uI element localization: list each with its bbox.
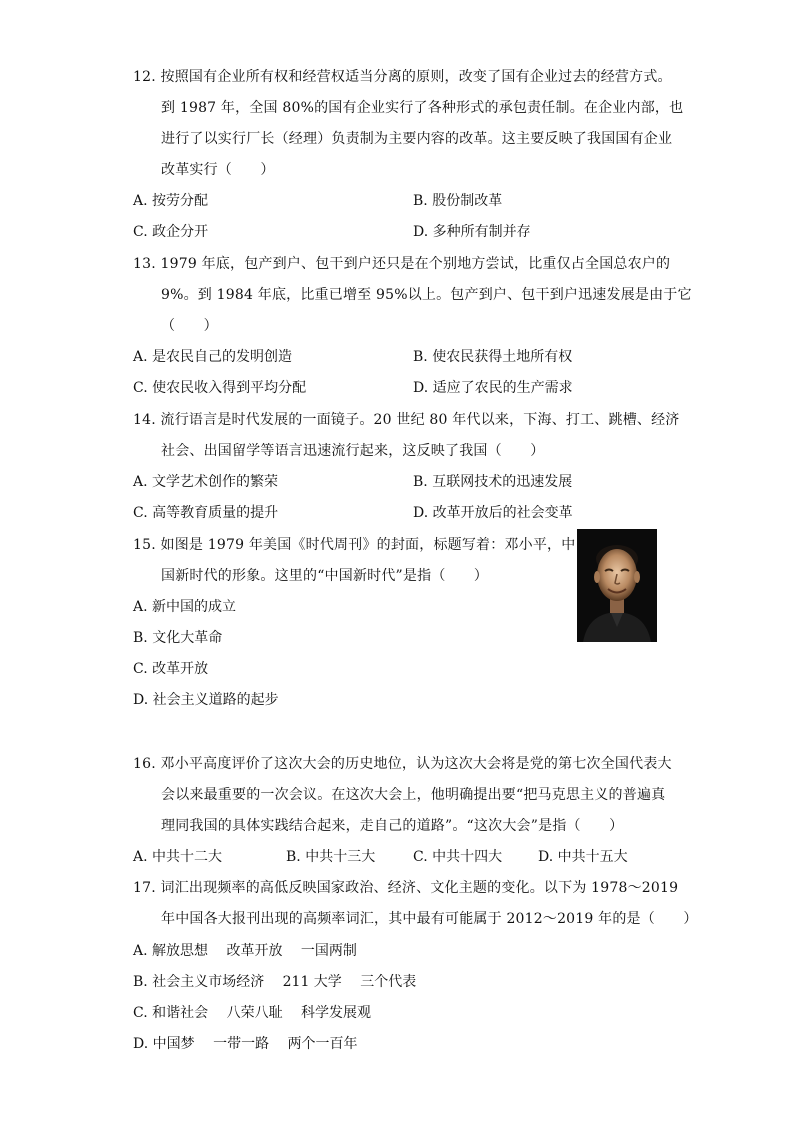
option-c: C. 高等教育质量的提升 — [133, 505, 279, 521]
question-16-stem-line: 理同我国的具体实践结合起来，走自己的道路”。“这次大会”是指（ ） — [161, 818, 624, 834]
question-16-stem-line: 16. 邓小平高度评价了这次大会的历史地位，认为这次大会将是党的第七次全国代表大 — [133, 756, 672, 772]
option-d: D. 多种所有制并存 — [413, 224, 531, 240]
option-a: A. 是农民自己的发明创造 — [133, 349, 293, 365]
option-c: C. 和谐社会 八荣八耻 科学发展观 — [133, 1005, 372, 1021]
question-16-stem-line: 会以来最重要的一次会议。在这次大会上，他明确提出要“把马克思主义的普遍真 — [161, 787, 666, 803]
option-b: B. 中共十三大 — [286, 849, 376, 865]
question-17-stem-line: 17. 词汇出现频率的高低反映国家政治、经济、文化主题的变化。以下为 1978～2019 — [133, 880, 679, 896]
question-15-stem-line: 15. 如图是 1979 年美国《时代周刊》的封面，标题写着：邓小平，中 — [133, 537, 576, 553]
portrait-image — [577, 529, 657, 642]
question-12-stem-line: 改革实行（ ） — [161, 162, 275, 178]
option-b: B. 互联网技术的迅速发展 — [413, 474, 573, 490]
question-13-stem-line: 13. 1979 年底，包产到户、包干到户还只是在个别地方尝试，比重仅占全国总农户的 — [133, 256, 671, 272]
question-17-stem-line: 年中国各大报刊出现的高频率词汇，其中最有可能属于 2012～2019 年的是（ ） — [161, 911, 698, 927]
option-d: D. 中国梦 一带一路 两个一百年 — [133, 1036, 358, 1052]
option-a: A. 新中国的成立 — [133, 599, 237, 615]
option-d: D. 改革开放后的社会变革 — [413, 505, 573, 521]
option-c: C. 中共十四大 — [413, 849, 503, 865]
option-d: D. 中共十五大 — [538, 849, 628, 865]
option-c: C. 改革开放 — [133, 661, 209, 677]
option-a: A. 按劳分配 — [133, 193, 209, 209]
question-15-stem-line: 国新时代的形象。这里的“中国新时代”是指（ ） — [161, 568, 489, 584]
option-b: B. 股份制改革 — [413, 193, 503, 209]
option-c: C. 使农民收入得到平均分配 — [133, 380, 307, 396]
option-a: A. 中共十二大 — [133, 849, 223, 865]
option-d: D. 适应了农民的生产需求 — [413, 380, 573, 396]
option-a: A. 解放思想 改革开放 一国两制 — [133, 943, 357, 959]
question-14-stem-line: 14. 流行语言是时代发展的一面镜子。20 世纪 80 年代以来，下海、打工、跳槽、经济 — [133, 412, 680, 428]
option-c: C. 政企分开 — [133, 224, 209, 240]
question-13-stem-line: （ ） — [161, 318, 218, 334]
question-14-stem-line: 社会、出国留学等语言迅速流行起来，这反映了我国（ ） — [161, 443, 545, 459]
question-12-stem-line: 到 1987 年，全国 80%的国有企业实行了各种形式的承包责任制。在企业内部，也 — [161, 100, 684, 116]
option-d: D. 社会主义道路的起步 — [133, 692, 279, 708]
time-magazine-cover-portrait — [577, 529, 657, 642]
question-12-stem-line: 12. 按照国有企业所有权和经营权适当分离的原则，改变了国有企业过去的经营方式。 — [133, 69, 672, 85]
option-b: B. 社会主义市场经济 211 大学 三个代表 — [133, 974, 417, 990]
option-b: B. 使农民获得土地所有权 — [413, 349, 573, 365]
question-13-stem-line: 9%。到 1984 年底，比重已增至 95%以上。包产到户、包干到户迅速发展是由于它 — [161, 287, 692, 303]
option-b: B. 文化大革命 — [133, 630, 223, 646]
question-12-stem-line: 进行了以实行厂长（经理）负责制为主要内容的改革。这主要反映了我国国有企业 — [161, 131, 673, 147]
option-a: A. 文学艺术创作的繁荣 — [133, 474, 279, 490]
